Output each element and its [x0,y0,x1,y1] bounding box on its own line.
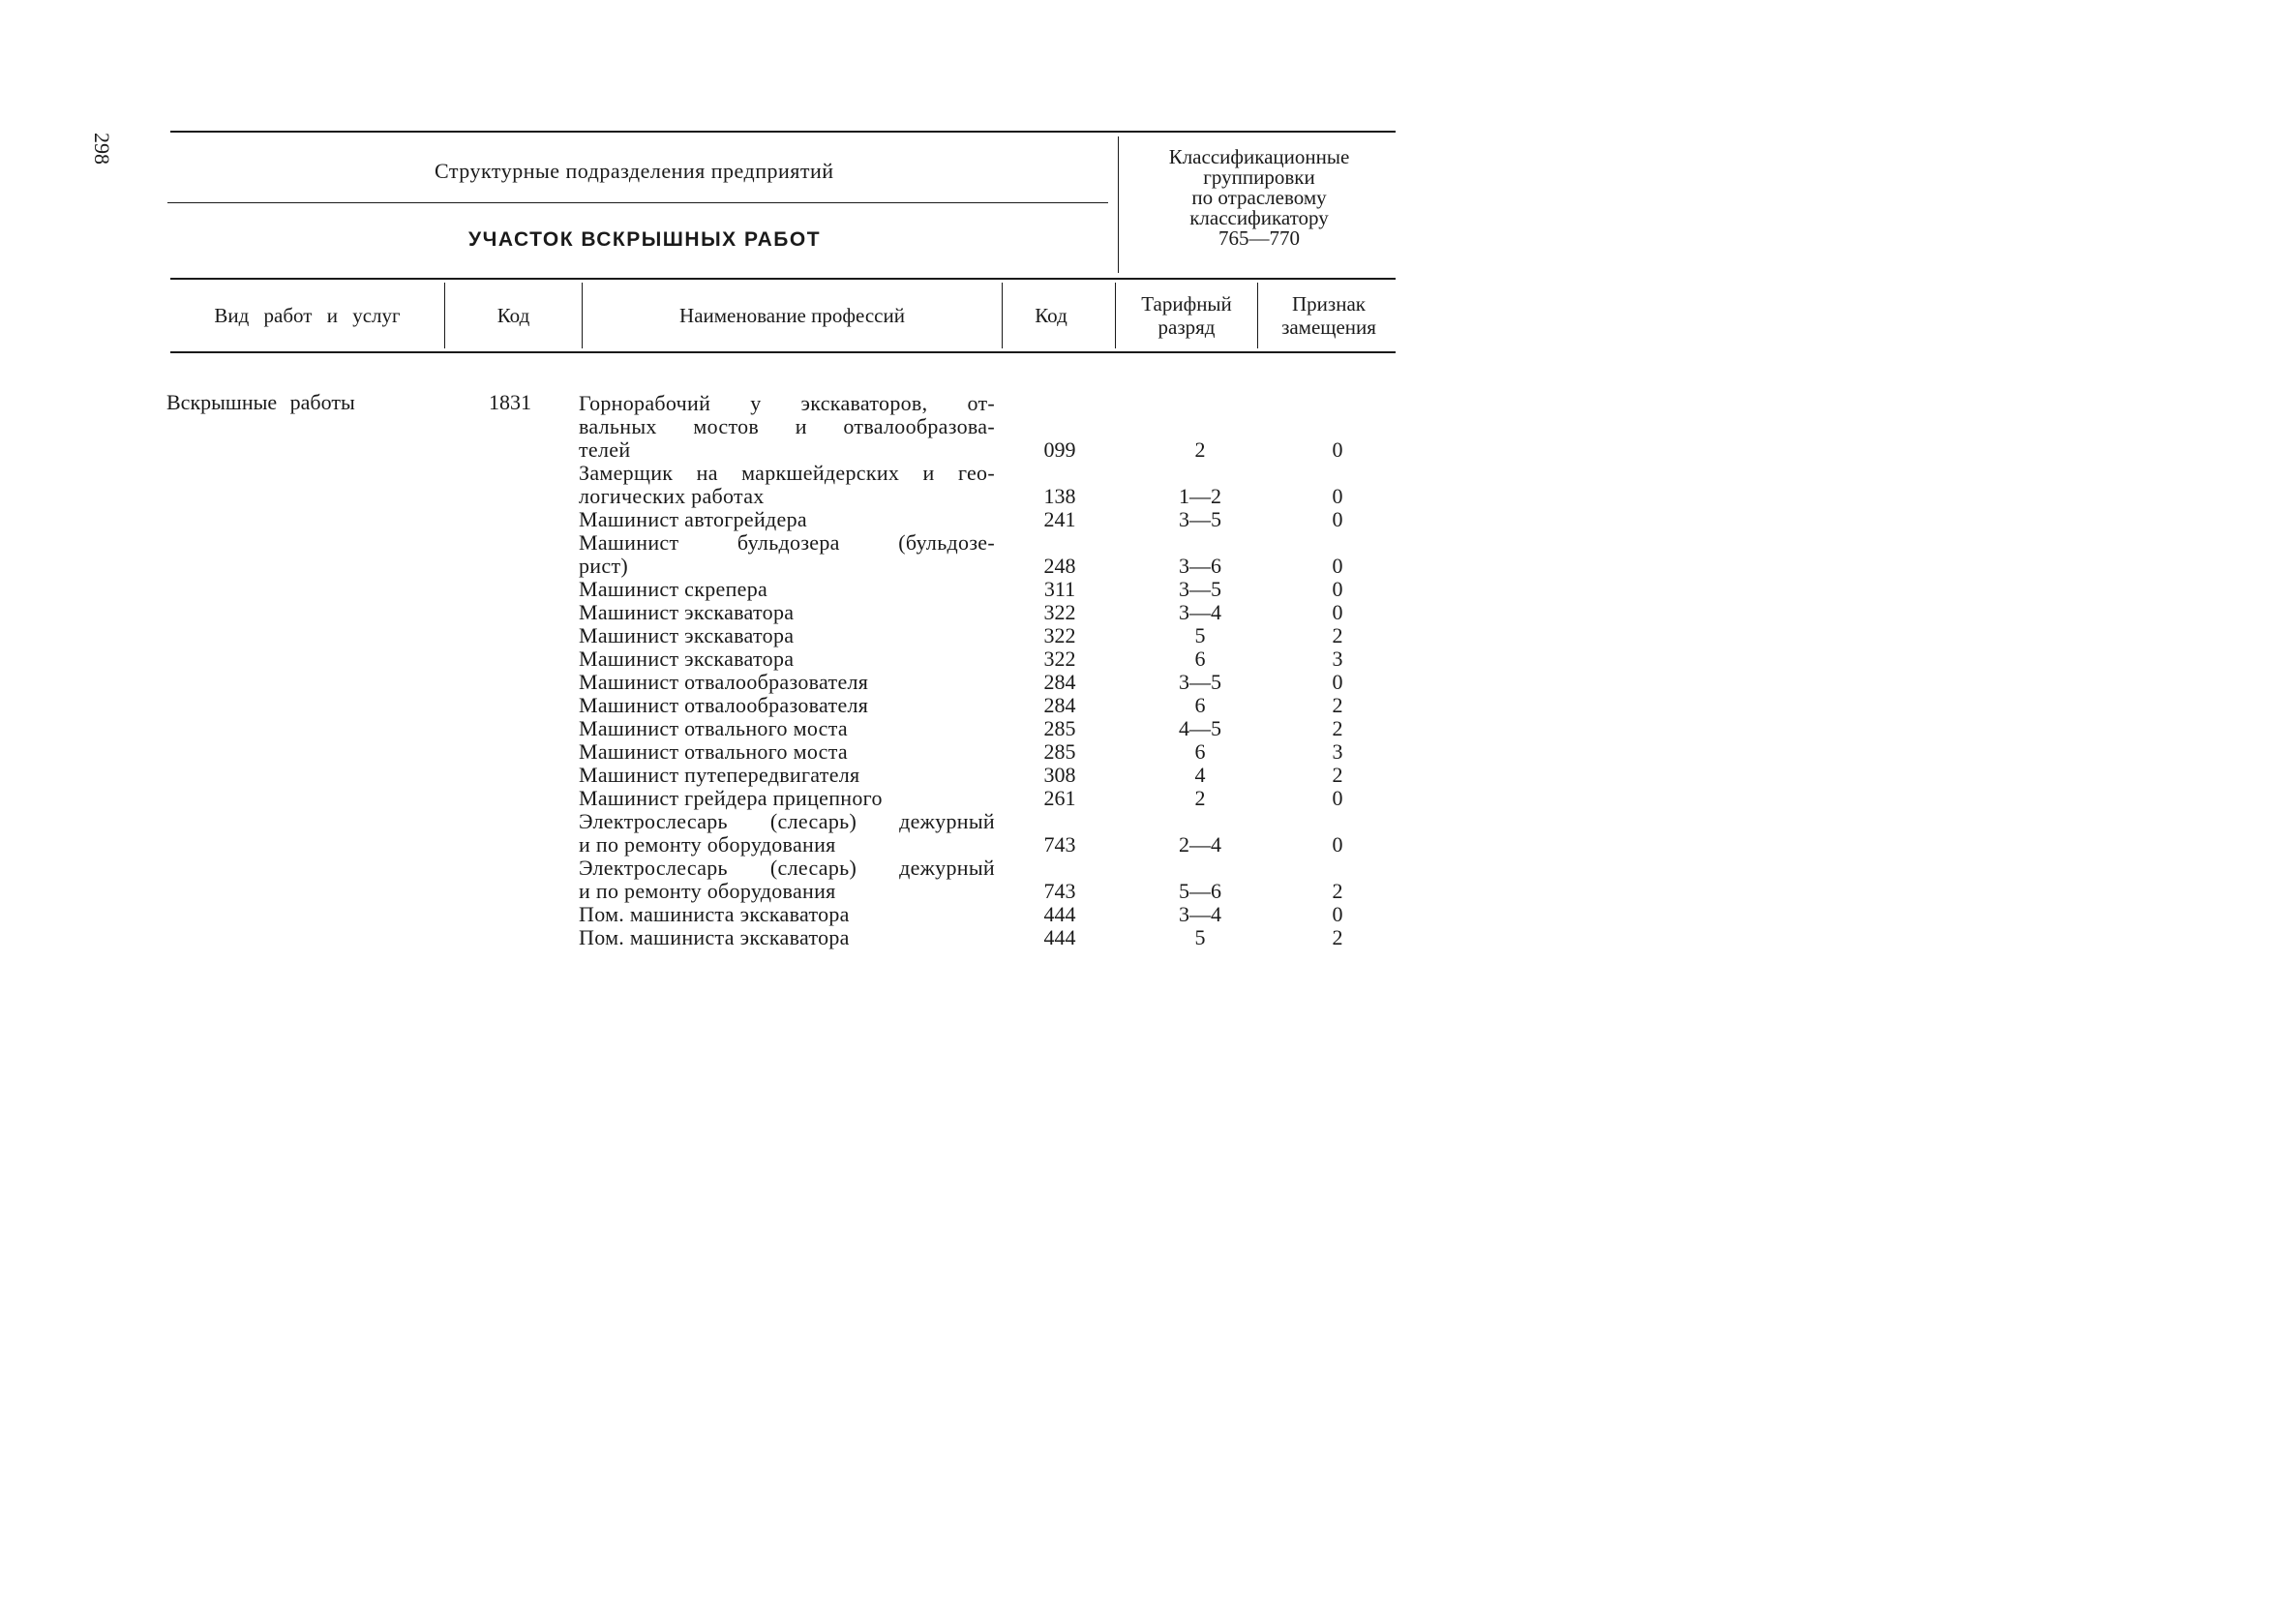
profession-name-line: Машинист автогрейдера [579,507,807,531]
section-title: УЧАСТОК ВСКРЫШНЫХ РАБОТ [468,228,822,251]
profession-code: 285 [1043,716,1076,740]
col-header-code: Код [496,304,530,327]
replacement-line: замещения [1281,316,1376,339]
replacement-sign: 0 [1332,832,1343,857]
profession-name-line: Пом. машиниста экскаватора [579,925,850,949]
profession-code: 322 [1043,600,1076,624]
tariff-grade: 1—2 [1179,484,1221,508]
profession-code: 138 [1043,484,1076,508]
tariff-grade: 2 [1194,437,1206,462]
replacement-sign: 3 [1332,739,1343,764]
tariff-grade: 6 [1194,739,1206,764]
profession-name-line: Машинист отвального моста [579,716,848,740]
profession-code: 322 [1043,623,1076,647]
profession-name-line: Машинист экскаватора [579,623,795,647]
tariff-grade: 3—5 [1179,507,1221,531]
replacement-sign: 2 [1332,763,1343,787]
col-header-profession-name: Наименование профессий [679,304,905,327]
replacement-sign: 0 [1332,600,1343,624]
tariff-line: разряд [1158,316,1216,339]
replacement-sign: 2 [1332,623,1343,647]
replacement-sign: 0 [1332,437,1343,462]
profession-name-line: Машинист путепередвигателя [579,763,860,787]
col-header-work-type: Вид работ и услуг [214,304,401,327]
classification-line: по отраслевому [1191,186,1327,209]
classification-heading [1123,147,1396,249]
tariff-grade: 5 [1194,623,1206,647]
tariff-grade: 4 [1194,763,1206,787]
profession-code: 322 [1043,647,1076,671]
profession-name-line: Машинист отвального моста [579,739,848,764]
replacement-sign: 0 [1332,484,1343,508]
profession-name-line: Электрослесарь (слесарь) дежурный [579,809,995,833]
profession-code: 743 [1043,879,1076,903]
col-header-tariff-grade [1116,292,1257,339]
profession-name-line: Машинист отвалообразователя [579,670,869,694]
profession-name-line: и по ремонту оборудования [579,879,836,903]
profession-name-line: логических работах [579,484,765,508]
col-header-profession-code: Код [1035,304,1067,327]
profession-code: 285 [1043,739,1076,764]
profession-code: 311 [1043,577,1076,601]
classification-line: группировки [1203,165,1315,189]
tariff-grade: 6 [1194,693,1206,717]
tariff-grade: 3—4 [1179,600,1221,624]
replacement-sign: 2 [1332,879,1343,903]
profession-name-line: Пом. машиниста экскаватора [579,902,850,926]
profession-name-line: телей [579,437,631,462]
replacement-sign: 0 [1332,554,1343,578]
profession-name-line: вальных мостов и отвалообразова- [579,414,995,438]
replacement-sign: 0 [1332,507,1343,531]
tariff-grade: 3—4 [1179,902,1221,926]
profession-code: 284 [1043,693,1076,717]
replacement-sign: 0 [1332,577,1343,601]
replacement-sign: 0 [1332,670,1343,694]
header-divider-vertical [1118,136,1119,273]
replacement-sign: 2 [1332,693,1343,717]
page-number: 298 [90,133,114,165]
profession-name-line: Машинист бульдозера (бульдозе- [579,530,995,555]
tariff-grade: 5—6 [1179,879,1221,903]
profession-name-line: рист) [579,554,628,578]
profession-name-line: и по ремонту оборудования [579,832,836,857]
profession-name-line: Машинист грейдера прицепного [579,786,883,810]
column-header-top-rule [170,278,1396,280]
replacement-sign: 0 [1332,902,1343,926]
profession-code: 444 [1043,925,1076,949]
work-type-name: Вскрышные работы [166,390,355,414]
top-rule [170,131,1396,133]
profession-code: 261 [1043,786,1076,810]
profession-code: 444 [1043,902,1076,926]
column-header-bottom-rule [170,351,1396,353]
profession-name-line: Машинист скрепера [579,577,768,601]
tariff-grade: 3—5 [1179,670,1221,694]
profession-code: 308 [1043,763,1076,787]
structural-units-heading: Структурные подразделения предприятий [435,159,834,183]
tariff-grade: 2—4 [1179,832,1221,857]
tariff-grade: 3—5 [1179,577,1221,601]
classification-line: классификатору [1189,206,1329,229]
replacement-sign: 0 [1332,786,1343,810]
profession-code: 284 [1043,670,1076,694]
work-type-code: 1831 [489,390,531,414]
tariff-line: Тарифный [1141,292,1232,316]
tariff-grade: 4—5 [1179,716,1221,740]
profession-code: 099 [1043,437,1076,462]
classification-line: 765—770 [1218,226,1300,250]
profession-code: 248 [1043,554,1076,578]
profession-name-line: Машинист экскаватора [579,600,795,624]
tariff-grade: 2 [1194,786,1206,810]
profession-name-line: Машинист отвалообразователя [579,693,869,717]
replacement-sign: 3 [1332,647,1343,671]
header-mid-rule [167,202,1108,203]
tariff-grade: 6 [1194,647,1206,671]
replacement-sign: 2 [1332,925,1343,949]
replacement-sign: 2 [1332,716,1343,740]
tariff-grade: 3—6 [1179,554,1221,578]
col-header-replacement-sign [1258,292,1399,339]
profession-name-line: Электрослесарь (слесарь) дежурный [579,856,995,880]
replacement-line: Признак [1292,292,1366,316]
profession-code: 743 [1043,832,1076,857]
classification-line: Классификационные [1168,145,1350,168]
profession-name-line: Горнорабочий у экскаваторов, от- [579,391,995,415]
profession-name-line: Машинист экскаватора [579,647,795,671]
profession-code: 241 [1043,507,1076,531]
profession-name-line: Замерщик на маркшейдерских и гео- [579,461,995,485]
tariff-grade: 5 [1194,925,1206,949]
